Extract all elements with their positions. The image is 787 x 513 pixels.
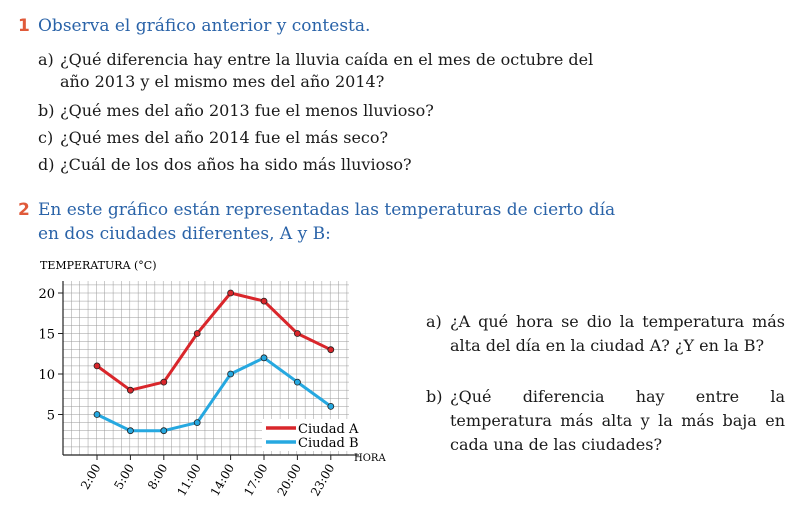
exercise-1-title: Observa el gráfico anterior y contesta. (38, 16, 371, 36)
x-tick-label: 20:00 (274, 461, 304, 499)
data-point (228, 290, 234, 296)
x-tick-label: 17:00 (241, 461, 271, 499)
data-point (294, 331, 300, 337)
question-text: ¿Qué mes del año 2014 fue el más seco? (60, 128, 389, 147)
legend-label: Ciudad A (298, 422, 359, 437)
data-point (194, 331, 200, 337)
data-point (228, 371, 234, 377)
y-axis-label: TEMPERATURA (°C) (40, 259, 157, 272)
x-tick-label: 2:00 (77, 461, 104, 492)
x-tick-label: 5:00 (111, 461, 137, 492)
data-point (161, 428, 167, 434)
legend-label: Ciudad B (298, 436, 359, 451)
x-tick-label: 11:00 (174, 461, 204, 499)
data-point (294, 379, 300, 385)
data-point (194, 420, 200, 426)
exercise-2-title-line: en dos ciudades diferentes, A y B: (38, 224, 331, 244)
question-label: a) (38, 50, 54, 69)
question-1b (38, 100, 434, 122)
question-label: d) (38, 155, 55, 174)
exercise-2-title (38, 198, 615, 246)
question-text: año 2013 y el mismo mes del año 2014? (60, 72, 385, 91)
y-tick-label: 5 (46, 408, 55, 424)
data-point (127, 387, 133, 393)
question-2a (426, 310, 785, 358)
question-1c (38, 127, 388, 149)
x-tick-label: 23:00 (307, 461, 338, 499)
x-tick-label: 14:00 (207, 461, 238, 499)
x-tick-label: 8:00 (144, 461, 171, 492)
question-text: ¿A qué hora se dio la temperatura más alta del día en la ciudad A? ¿Y en la B? (450, 312, 785, 355)
question-text: ¿Qué mes del año 2013 fue el menos lluvioso? (60, 101, 434, 120)
question-label: b) (426, 387, 443, 406)
question-label: a) (426, 312, 442, 331)
data-point (161, 379, 167, 385)
question-text: ¿Cuál de los dos años ha sido más lluvioso? (60, 155, 412, 174)
question-1d (38, 154, 412, 176)
chart-ticks (38, 287, 337, 498)
question-text: ¿Qué diferencia hay entre la temperatura más alta y la más baja en cada una de las ciudades? (450, 387, 785, 454)
data-point (94, 412, 100, 418)
data-point (127, 428, 133, 434)
question-text: ¿Qué diferencia hay entre la lluvia caída en el mes de octubre del (60, 50, 594, 69)
data-point (94, 363, 100, 369)
exercise-2-title-line: En este gráfico están representadas las temperaturas de cierto día (38, 200, 616, 220)
x-axis-label: HORA (354, 453, 386, 464)
temperature-line-chart (0, 253, 400, 513)
data-point (328, 403, 334, 409)
data-point (328, 347, 334, 353)
question-2b (426, 385, 785, 457)
y-tick-label: 20 (38, 287, 55, 302)
question-1a (38, 49, 593, 93)
y-tick-label: 10 (38, 368, 55, 383)
question-label: b) (38, 101, 55, 120)
chart-legend (262, 419, 359, 451)
exercise-1-number: 1 (18, 16, 30, 36)
exercise-2-number: 2 (18, 200, 30, 220)
question-label: c) (38, 128, 54, 147)
data-point (261, 298, 267, 304)
data-point (261, 355, 267, 361)
y-tick-label: 15 (38, 327, 55, 343)
